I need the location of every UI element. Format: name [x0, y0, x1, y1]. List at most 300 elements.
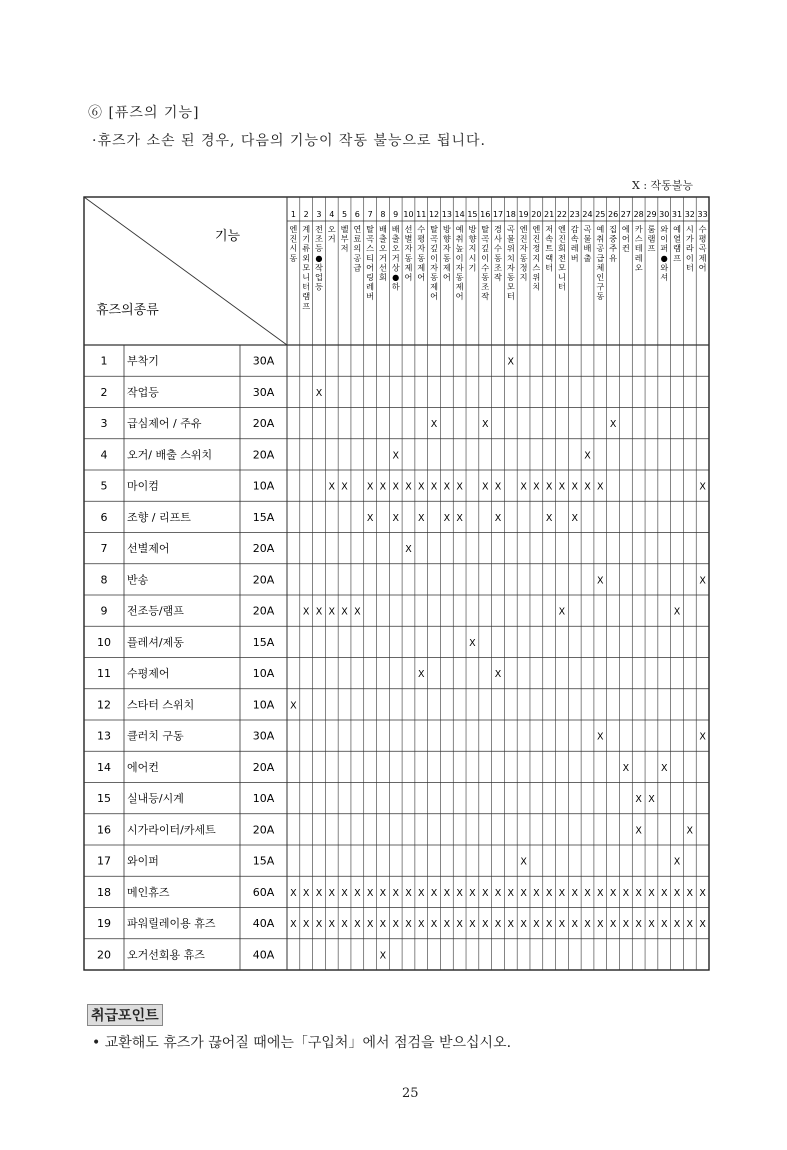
- function-label-char: ●: [392, 272, 400, 282]
- fuse-name: 전조등/램프: [127, 604, 184, 618]
- inoperable-mark: X: [366, 481, 374, 493]
- inoperable-mark: X: [481, 887, 489, 899]
- function-label-char: 공: [596, 243, 605, 254]
- inoperable-mark: X: [699, 731, 706, 743]
- inoperable-mark: X: [418, 512, 425, 524]
- function-label-char: 진: [532, 233, 541, 244]
- function-label-char: 랙: [545, 252, 554, 263]
- function-label-char: 곡: [698, 243, 707, 254]
- function-label-char: 이: [481, 252, 490, 263]
- inoperable-mark: X: [648, 919, 655, 931]
- function-label-char: 지: [468, 243, 477, 254]
- function-label-char: 업: [315, 272, 323, 282]
- inoperable-mark: X: [648, 887, 655, 899]
- inoperable-mark: X: [545, 512, 553, 524]
- function-label-char: 수: [494, 243, 502, 254]
- fuse-name: 메인휴즈: [127, 885, 170, 899]
- inoperable-mark: X: [456, 887, 463, 899]
- fuse-name: 시가라이터/카세트: [127, 823, 216, 837]
- inoperable-mark: X: [341, 606, 348, 618]
- fuse-number: 10: [97, 635, 111, 649]
- function-label-char: 류: [302, 243, 311, 254]
- inoperable-mark: X: [315, 887, 323, 899]
- function-label-char: 링: [366, 272, 375, 282]
- fuse-amperage: 20A: [252, 542, 275, 556]
- function-label-char: 조: [315, 233, 323, 244]
- inoperable-mark: X: [648, 794, 655, 806]
- function-label-char: 외: [302, 252, 311, 263]
- function-label-char: 물: [583, 233, 592, 244]
- inoperable-mark: X: [354, 606, 361, 618]
- function-number: 1: [290, 210, 296, 219]
- function-number: 13: [441, 210, 452, 219]
- function-number: 28: [633, 210, 644, 219]
- inoperable-mark: X: [443, 887, 451, 899]
- fuse-number: 14: [97, 760, 111, 774]
- fuse-amperage: 10A: [252, 479, 275, 493]
- inoperable-mark: X: [290, 919, 297, 931]
- fuse-number: 6: [100, 510, 108, 524]
- function-label-char: 등: [315, 243, 323, 254]
- inoperable-mark: X: [456, 481, 463, 493]
- function-number: 19: [518, 210, 529, 219]
- function-label-char: 치: [506, 252, 515, 263]
- fuse-name: 오거/ 배출 스위치: [127, 448, 213, 462]
- inoperable-mark: X: [609, 919, 617, 931]
- function-label-char: 자: [519, 243, 528, 254]
- function-label-char: ●: [660, 252, 668, 263]
- function-label-char: 취: [596, 233, 605, 244]
- function-label-char: 티: [366, 252, 375, 263]
- fuse-number: 11: [97, 667, 111, 681]
- function-label-char: 자: [430, 262, 439, 273]
- function-label-char: 체: [596, 262, 605, 273]
- inoperable-mark: X: [660, 887, 668, 899]
- function-label-char: 급: [353, 262, 362, 273]
- function-label-char: 스: [532, 262, 541, 273]
- fuse-name: 실내등/시계: [127, 792, 184, 806]
- function-label-char: 연: [353, 224, 362, 234]
- function-label-char: 제: [455, 281, 464, 292]
- function-label-char: 수: [417, 224, 426, 234]
- function-label-char: 향: [468, 233, 477, 244]
- function-label-char: 어: [417, 272, 426, 282]
- fuse-amperage: 10A: [252, 792, 275, 806]
- inoperable-mark: X: [290, 887, 297, 899]
- fuse-amperage: 20A: [252, 823, 275, 837]
- function-label-char: 프: [302, 300, 311, 311]
- page-number: 25: [402, 1086, 419, 1101]
- function-label-char: 회: [378, 272, 387, 282]
- function-number: 31: [671, 210, 683, 219]
- inoperable-mark: X: [341, 887, 348, 899]
- function-number: 11: [416, 210, 427, 219]
- function-label-char: 예: [455, 224, 464, 234]
- function-number: 12: [428, 210, 440, 219]
- function-label-char: 어: [455, 291, 464, 302]
- function-label-char: 배: [378, 224, 387, 234]
- section-title: ⑥ [퓨즈의 기능]: [88, 105, 200, 121]
- function-label-char: ●: [315, 252, 323, 263]
- function-label-char: 오: [634, 262, 643, 273]
- function-label-char: 지: [519, 272, 528, 282]
- function-label-char: 어: [621, 233, 630, 244]
- inoperable-mark: X: [699, 919, 706, 931]
- inoperable-mark: X: [354, 919, 361, 931]
- function-number: 32: [684, 210, 695, 219]
- function-label-char: 탈: [481, 224, 490, 234]
- fuse-number: 5: [100, 479, 108, 493]
- fuse-amperage: 40A: [252, 948, 275, 962]
- function-label-char: 구: [596, 281, 605, 292]
- inoperable-mark: X: [635, 825, 642, 837]
- fuse-amperage: 20A: [252, 760, 275, 774]
- inoperable-mark: X: [673, 887, 681, 899]
- function-label-char: 진: [557, 233, 566, 244]
- fuse-name: 반송: [127, 573, 149, 587]
- function-label-char: 부: [340, 233, 349, 244]
- function-label-char: 와: [660, 262, 669, 273]
- function-label-char: 모: [302, 262, 311, 273]
- inoperable-mark: X: [673, 606, 681, 618]
- function-label-char: 이: [685, 252, 694, 263]
- fuse-name: 클러치 구동: [127, 729, 184, 743]
- fuse-amperage: 30A: [252, 729, 275, 743]
- function-label-char: 레: [570, 243, 579, 254]
- function-label-char: 거: [378, 252, 387, 263]
- function-label-char: 제: [442, 262, 451, 273]
- function-label-char: 급: [596, 252, 605, 263]
- function-label-char: 모: [506, 281, 515, 292]
- function-label-char: 수: [481, 262, 490, 273]
- function-number: 3: [316, 210, 322, 219]
- inoperable-mark: X: [571, 887, 578, 899]
- function-number: 14: [454, 210, 465, 219]
- inoperable-mark: X: [418, 919, 425, 931]
- fuse-name: 마이컴: [127, 479, 159, 493]
- inoperable-mark: X: [379, 481, 387, 493]
- function-label-char: 주: [609, 243, 618, 254]
- inoperable-mark: X: [507, 919, 515, 931]
- inoperable-mark: X: [533, 481, 540, 493]
- function-number: 15: [467, 210, 478, 219]
- function-label-char: 물: [506, 233, 515, 244]
- inoperable-mark: X: [558, 919, 566, 931]
- handling-point-title: 취급포인트: [87, 1004, 163, 1026]
- function-label-char: 동: [455, 272, 464, 282]
- function-label-char: 컨: [621, 243, 630, 254]
- inoperable-mark: X: [430, 887, 438, 899]
- function-label-char: 깊: [481, 243, 490, 254]
- inoperable-mark: X: [366, 512, 374, 524]
- function-label-char: 시: [685, 224, 694, 234]
- fuse-amperage: 15A: [252, 635, 275, 649]
- inoperable-mark: X: [430, 419, 438, 431]
- function-number: 30: [659, 210, 670, 219]
- function-label-char: 니: [557, 272, 566, 282]
- function-label-char: 퍼: [660, 243, 669, 254]
- fuse-amperage: 15A: [252, 510, 275, 524]
- inoperable-mark: X: [699, 887, 706, 899]
- function-label-char: 배: [391, 224, 400, 234]
- function-label-char: 가: [685, 233, 694, 244]
- fuse-number: 3: [100, 417, 108, 431]
- fuse-number: 7: [100, 542, 108, 556]
- inoperable-mark: X: [430, 919, 438, 931]
- inoperable-mark: X: [405, 919, 412, 931]
- inoperable-mark: X: [443, 919, 451, 931]
- section-subtitle: ·휴즈가 소손 된 경우, 다음의 기능이 작동 불능으로 됩니다.: [92, 133, 487, 149]
- function-label-char: 스: [634, 233, 643, 244]
- function-label-char: 별: [404, 233, 413, 244]
- function-label-char: 동: [417, 252, 426, 263]
- function-label-char: 엔: [557, 224, 566, 234]
- function-label-char: 테: [634, 243, 643, 254]
- function-label-char: 스: [366, 243, 375, 254]
- fuse-amperage: 10A: [252, 698, 275, 712]
- function-label-char: 전: [557, 252, 566, 263]
- function-label-char: 와: [660, 224, 669, 234]
- inoperable-mark: X: [635, 919, 642, 931]
- function-number: 4: [329, 210, 335, 219]
- function-number: 22: [556, 210, 568, 219]
- inoperable-mark: X: [405, 887, 412, 899]
- function-label-char: 곡: [481, 233, 490, 244]
- function-label-char: 이: [660, 233, 669, 244]
- fuse-number: 12: [97, 698, 111, 712]
- inoperable-mark: X: [520, 481, 527, 493]
- inoperable-mark: X: [686, 919, 694, 931]
- function-number: 17: [492, 210, 504, 219]
- function-label-char: 터: [506, 291, 515, 302]
- inoperable-mark: X: [354, 887, 361, 899]
- function-label-char: 깊: [430, 243, 439, 254]
- function-label-char: 작: [494, 272, 502, 282]
- function-label-char: 오: [327, 224, 336, 234]
- function-number: 21: [544, 210, 555, 219]
- fuse-name: 부착기: [127, 354, 159, 368]
- function-number: 27: [620, 210, 631, 219]
- inoperable-mark: X: [597, 919, 604, 931]
- inoperable-mark: X: [405, 544, 412, 556]
- function-number: 33: [697, 210, 708, 219]
- function-label-char: 제: [404, 262, 413, 273]
- function-label-char: 유: [609, 252, 618, 263]
- inoperable-mark: X: [673, 919, 681, 931]
- fuse-number: 1: [100, 354, 108, 368]
- function-label-char: 예: [596, 224, 605, 234]
- fuse-amperage: 10A: [252, 667, 275, 681]
- fuse-number: 20: [97, 948, 111, 962]
- legend-note: X : 작동불능: [632, 179, 694, 192]
- function-label-char: 향: [442, 233, 451, 244]
- function-label-char: 어: [698, 262, 707, 273]
- function-label-char: 동: [289, 252, 298, 263]
- fuse-number: 13: [97, 729, 111, 743]
- function-number: 25: [595, 210, 606, 219]
- inoperable-mark: X: [328, 887, 336, 899]
- function-number: 8: [380, 210, 386, 219]
- function-label-char: 자: [506, 262, 515, 273]
- function-label-char: 선: [404, 224, 413, 234]
- inoperable-mark: X: [494, 887, 502, 899]
- function-label-char: 선: [378, 262, 387, 273]
- inoperable-mark: X: [597, 575, 604, 587]
- function-label-char: 자: [417, 243, 426, 254]
- fuse-name: 오거선회용 휴즈: [127, 948, 205, 962]
- inoperable-mark: X: [533, 887, 540, 899]
- inoperable-mark: X: [392, 450, 399, 462]
- inoperable-mark: X: [622, 762, 630, 774]
- function-label-char: 정: [532, 243, 541, 254]
- function-label-char: 방: [468, 224, 477, 234]
- function-label-char: 에: [621, 224, 630, 234]
- function-label-char: 위: [506, 243, 515, 254]
- fuse-amperage: 20A: [252, 448, 275, 462]
- inoperable-mark: X: [558, 481, 566, 493]
- inoperable-mark: X: [302, 606, 310, 618]
- function-label-char: 제: [430, 281, 439, 292]
- function-label-char: 터: [685, 262, 694, 273]
- function-label-char: 이: [430, 252, 439, 263]
- inoperable-mark: X: [443, 512, 451, 524]
- function-label-char: 터: [557, 281, 566, 292]
- fuse-amperage: 60A: [252, 885, 275, 899]
- function-label-char: 오: [378, 243, 387, 254]
- fuse-name: 스타터 스위치: [127, 698, 195, 712]
- function-label-char: 속: [545, 233, 554, 244]
- fuse-amperage: 20A: [252, 604, 275, 618]
- fuse-name: 에어컨: [127, 760, 159, 774]
- inoperable-mark: X: [699, 575, 706, 587]
- inoperable-mark: X: [494, 512, 502, 524]
- inoperable-mark: X: [584, 919, 591, 931]
- function-label-char: 계: [302, 224, 311, 234]
- fuse-amperage: 40A: [252, 917, 275, 931]
- function-label-char: 평: [417, 233, 426, 244]
- inoperable-mark: X: [609, 887, 617, 899]
- inoperable-mark: X: [392, 481, 399, 493]
- function-label-char: 램: [647, 233, 656, 244]
- inoperable-mark: X: [494, 919, 502, 931]
- function-label-char: 프: [673, 252, 681, 263]
- function-label-char: 작: [481, 291, 490, 302]
- inoperable-mark: X: [418, 481, 425, 493]
- function-label-char: 거: [391, 252, 400, 263]
- function-label-char: 라: [685, 243, 694, 254]
- function-label-char: 료: [353, 233, 362, 244]
- function-label-char: 진: [289, 233, 298, 244]
- function-label-char: 룸: [647, 224, 656, 234]
- function-label-char: 동: [430, 272, 439, 282]
- inoperable-mark: X: [392, 512, 399, 524]
- function-label-char: 엔: [289, 224, 298, 234]
- fuse-name: 플레셔/제동: [127, 635, 184, 649]
- corner-diagonal: [84, 197, 287, 345]
- inoperable-mark: X: [456, 512, 463, 524]
- function-number: 18: [505, 210, 516, 219]
- function-label-char: 수: [698, 224, 707, 234]
- fuse-number: 8: [100, 573, 108, 587]
- function-label-char: 엔: [532, 224, 541, 234]
- function-label-char: 오: [391, 243, 400, 254]
- inoperable-mark: X: [469, 887, 476, 899]
- function-label-char: 곡: [366, 233, 375, 244]
- function-label-char: 집: [609, 224, 618, 234]
- function-label-char: 배: [583, 243, 592, 254]
- inoperable-mark: X: [609, 419, 617, 431]
- fuse-amperage: 20A: [252, 417, 275, 431]
- function-label-char: 시: [468, 252, 477, 263]
- function-label-char: 작: [315, 262, 323, 273]
- fuse-number: 19: [97, 917, 111, 931]
- inoperable-mark: X: [469, 637, 476, 649]
- function-label-char: 위: [532, 272, 541, 282]
- function-label-char: 레: [366, 281, 375, 292]
- inoperable-mark: X: [418, 887, 425, 899]
- inoperable-mark: X: [597, 481, 604, 493]
- inoperable-mark: X: [366, 919, 374, 931]
- function-label-char: 상: [391, 262, 400, 273]
- inoperable-mark: X: [481, 419, 489, 431]
- function-label-char: 치: [532, 281, 541, 292]
- inoperable-mark: X: [430, 481, 438, 493]
- fuse-number: 2: [100, 385, 108, 399]
- inoperable-mark: X: [686, 887, 694, 899]
- inoperable-mark: X: [392, 919, 399, 931]
- fuse-amperage: 15A: [252, 854, 275, 868]
- corner-label-function: 기능: [215, 229, 241, 244]
- inoperable-mark: X: [635, 794, 642, 806]
- function-label-char: 조: [494, 262, 502, 273]
- function-label-char: 기: [302, 233, 311, 244]
- fuse-name: 파워릴레이용 휴즈: [127, 917, 216, 931]
- function-label-char: 엔: [519, 224, 528, 234]
- fuse-number: 9: [100, 604, 108, 618]
- corner-label-fuse-type: 휴즈의종류: [96, 303, 159, 318]
- function-number: 10: [403, 210, 414, 219]
- function-label-char: 제: [698, 252, 707, 263]
- inoperable-mark: X: [571, 481, 578, 493]
- function-label-char: 셔: [660, 272, 669, 282]
- inoperable-mark: X: [571, 919, 578, 931]
- function-label-char: 터: [545, 262, 554, 273]
- inoperable-mark: X: [302, 887, 310, 899]
- function-label-char: 의: [353, 243, 362, 254]
- function-label-char: 어: [404, 272, 413, 282]
- function-label-char: 높: [455, 243, 464, 254]
- inoperable-mark: X: [328, 606, 336, 618]
- inoperable-mark: X: [315, 387, 323, 399]
- function-number: 9: [393, 210, 399, 219]
- fuse-name: 와이퍼: [127, 854, 159, 868]
- inoperable-mark: X: [673, 856, 681, 868]
- function-label-char: 취: [455, 233, 464, 244]
- function-label-char: 사: [494, 233, 502, 244]
- inoperable-mark: X: [520, 887, 527, 899]
- function-label-char: 조: [481, 281, 490, 292]
- function-label-char: 회: [557, 243, 566, 254]
- inoperable-mark: X: [392, 887, 399, 899]
- fuse-number: 18: [97, 885, 111, 899]
- inoperable-mark: X: [635, 887, 642, 899]
- function-label-char: 트: [545, 243, 554, 254]
- inoperable-mark: X: [341, 481, 348, 493]
- function-label-char: 버: [366, 291, 375, 302]
- fuse-name: 선별제어: [127, 542, 170, 556]
- fuse-amperage: 20A: [252, 573, 275, 587]
- function-label-char: 출: [378, 233, 387, 244]
